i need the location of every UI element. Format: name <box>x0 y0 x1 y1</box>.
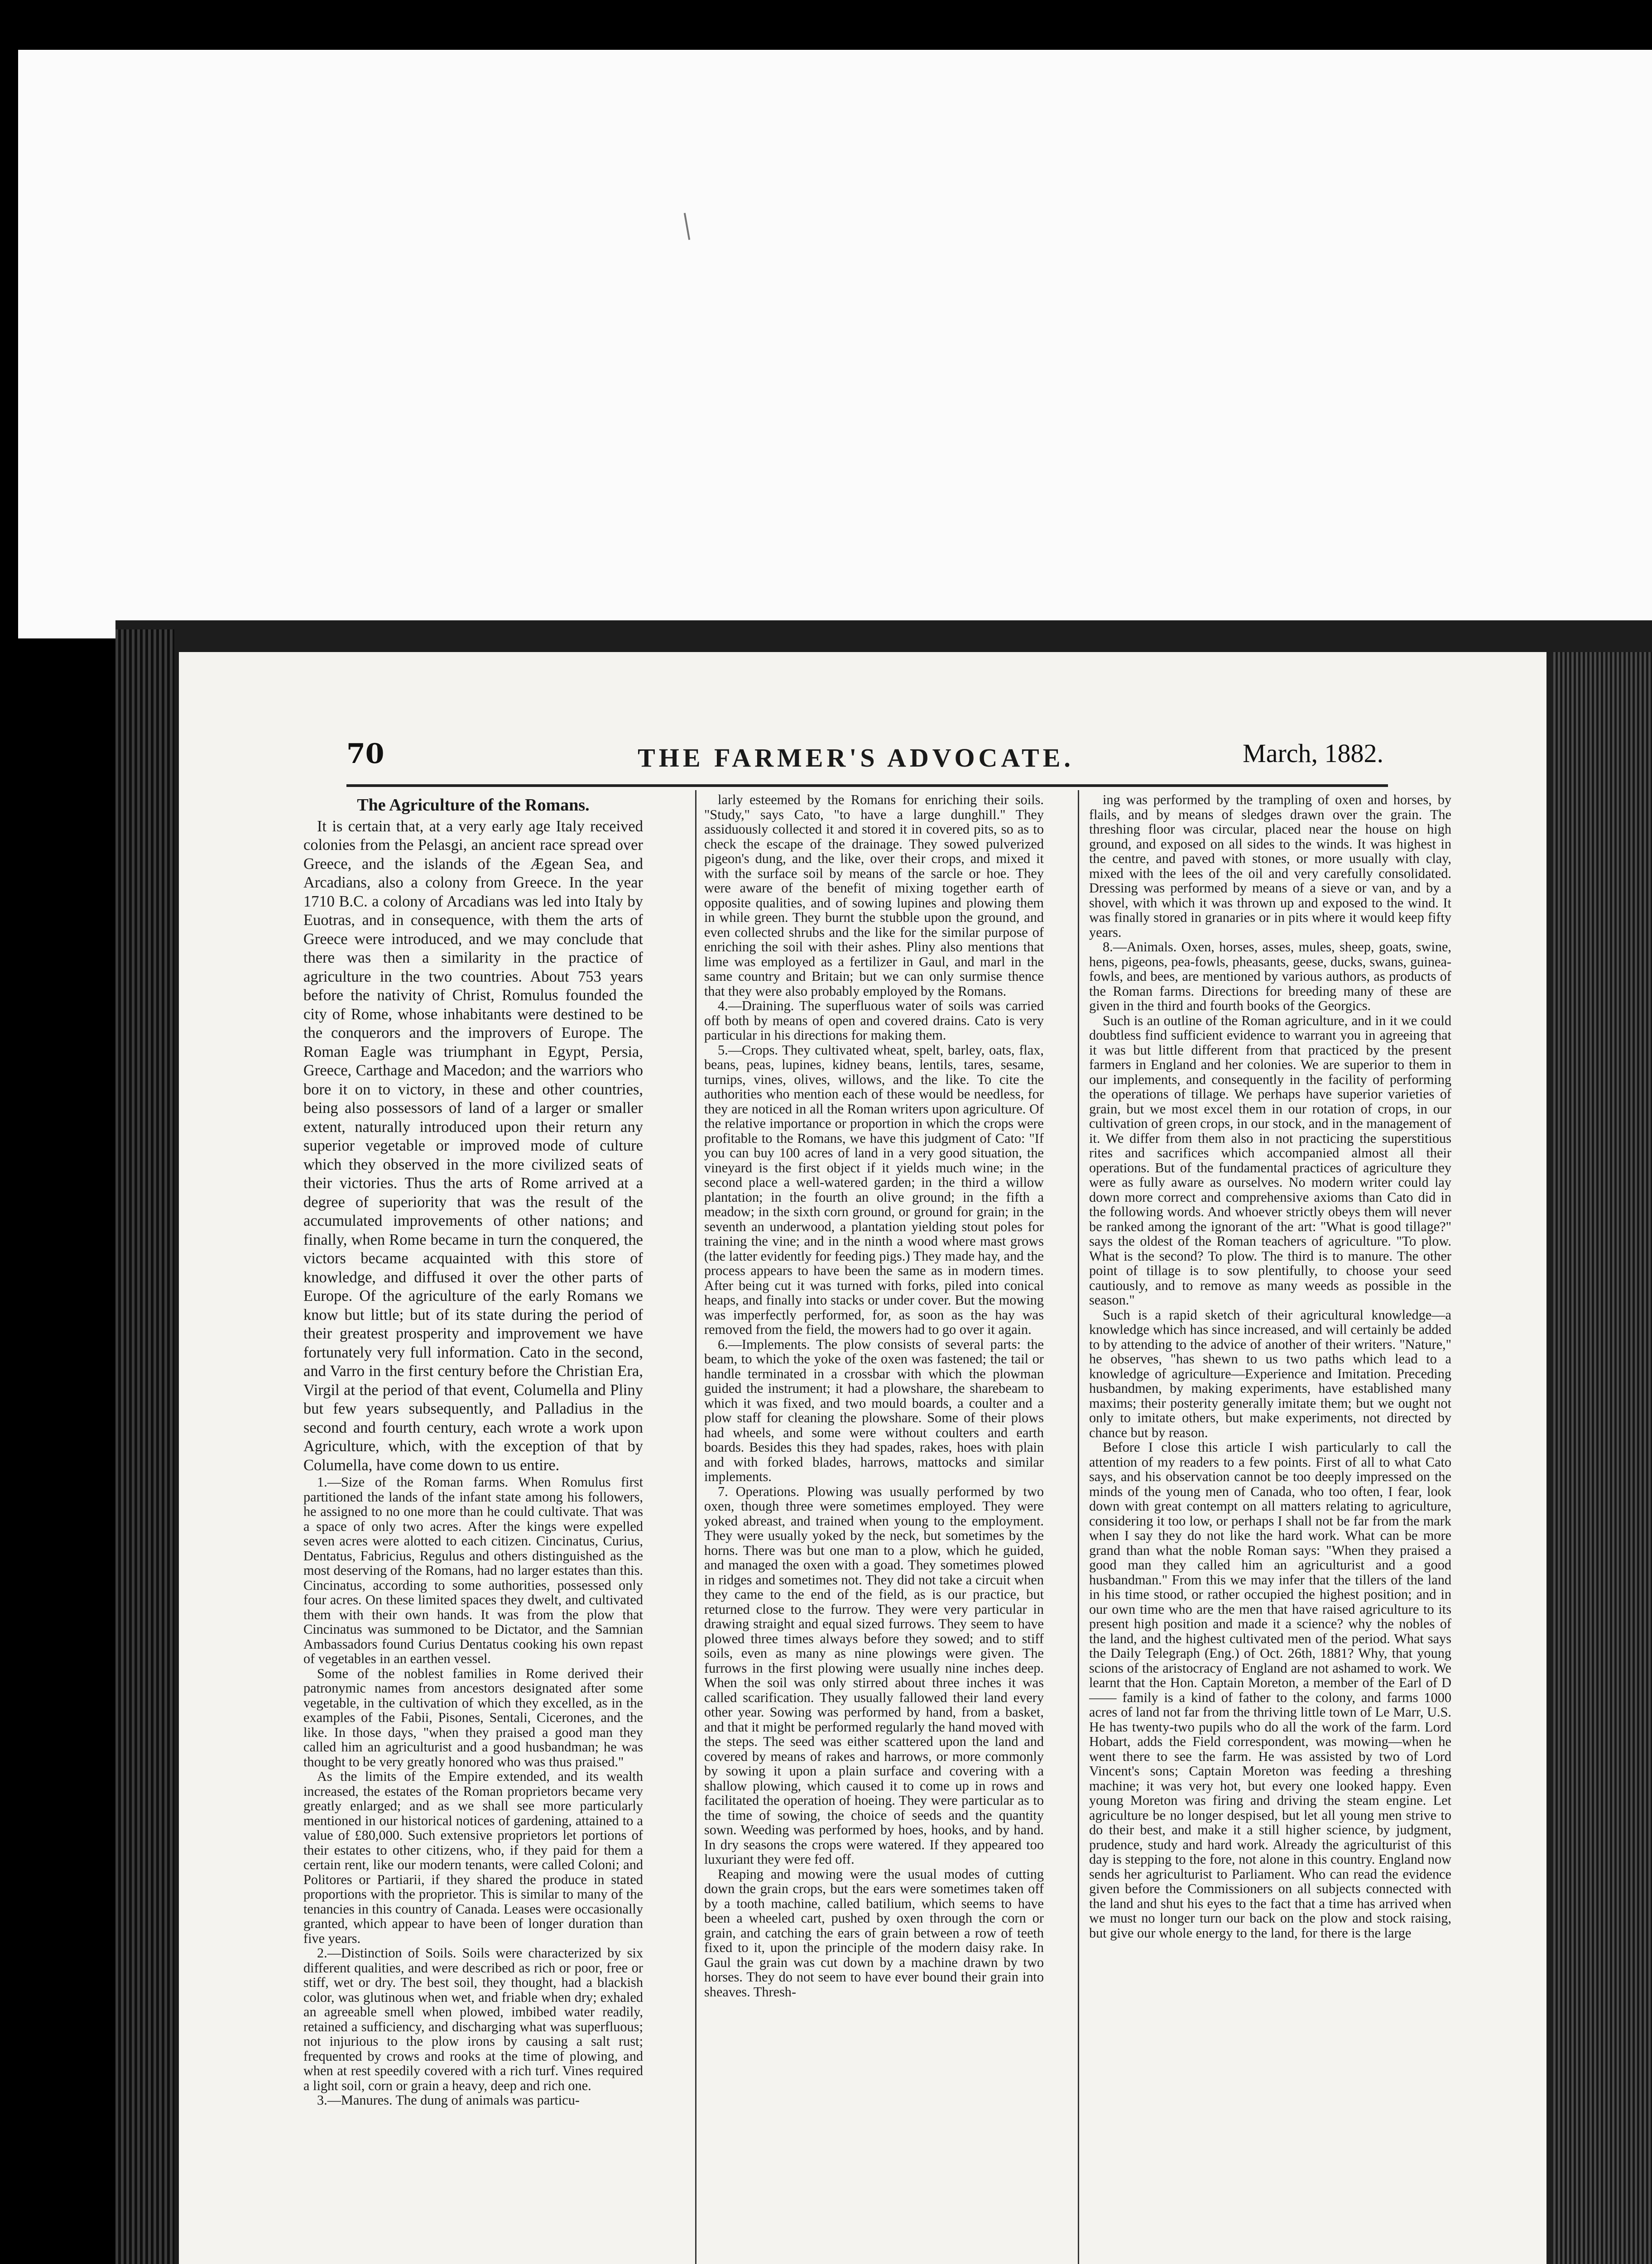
column-2 <box>704 792 1044 2264</box>
article-lead-paragraph: It is certain that, at a very early age Italy received colonies from the Pelasgi, an ancient race spread over Greece, and the islands of the Ægean Sea, and Arcadians, also a colony from Greece. In the year 1710 B.C. a colony of Arcadians was led into Italy by Euotras, and in consequence, with them the arts of Greece were introduced, and we may conclude that there was then a similarity in the practice of agriculture in the two countries. About 753 years before the nativity of Christ, Romulus founded the city of Rome, whose inhabitants were destined to be the conquerors and the improvers of Europe. The Roman Eagle was triumphant in Egypt, Persia, Greece, Carthage and Macedon; and the warriors who bore it on to victory, in these and other countries, being also possessors of land of a larger or smaller extent, naturally introduced upon their return any superior vegetable or improved mode of culture which they observed in the more civilized seats of their victories. Thus the arts of Rome arrived at a degree of superiority that was the result of the accumulated improvements of other nations; and finally, when Rome became in turn the conquered, the victors became acquainted with this store of knowledge, and diffused it over the other parts of Europe. Of the agriculture of the early Romans we know but little; but of its state during the period of their greatest prosperity and improvement we have fortunately very full information. Cato in the second, and Varro in the first century before the Christian Era, Virgil at the period of that event, Columella and Pliny but few years subsequently, and Palladius in the second and fourth century, each wrote a work upon Agriculture, which, with the exception of that by Columella, have come down to us entire. <box>303 817 643 1474</box>
column-3 <box>1089 792 1451 2264</box>
page-header <box>346 738 1383 779</box>
scan-background <box>18 50 1652 638</box>
paragraph: 8.—Animals. Oxen, horses, asses, mules, sheep, goats, swine, hens, pigeons, pea-fowls, pheasants, geese, ducks, swans, guinea-fowls, and bees, are mentioned by various authors, as products of the Roman farms. Directions for breeding many of these are given in the third and fourth books of the Georgics. <box>1089 939 1451 1013</box>
paragraph: 7. Operations. Plowing was usually performed by two oxen, though three were sometimes employed. They were yoked abreast, and trained when young to the employment. They were usually yoked by the neck, but sometimes by the horns. There was but one man to a plow, which he guided, and managed the oxen with a goad. They sometimes plowed in ridges and sometimes not. They did not take a circuit when they came to the end of the field, as is our practice, but returned close to the furrow. They were very particular in drawing straight and equal sized furrows. They seem to have plowed three times always before they sowed; and to stiff soils, even as many as nine plowings were given. The furrows in the first plowing were usually nine inches deep. When the soil was only stirred about three inches it was called scarification. They usually fallowed their land every other year. Sowing was performed by hand, from a basket, and that it might be performed regularly the hand moved with the steps. The seed was either scattered upon the land and covered by means of rakes and harrows, or more commonly by sowing it upon a plain surface and covering with a shallow plowing, which caused it to come up in rows and facilitated the operation of hoeing. They were particular as to the time of sowing, the choice of seeds and the quantity sown. Weeding was performed by hoes, hooks, and by hand. In dry seasons the crops were watered. If they appeared too luxuriant they were fed off. <box>704 1483 1044 1867</box>
paragraph: 1.—Size of the Roman farms. When Romulus first partitioned the lands of the infant state among his followers, he assigned to no one more than he could cultivate. That was a space of only two acres. After the kings were expelled seven acres were alotted to each citizen. Cincinatus, Curius, Dentatus, Fabricius, Regulus and others distinguished as the most deserving of the Romans, had no larger estates than this. Cincinatus, according to some authorities, possessed only four acres. On these limited spaces they dwelt, and cultivated them with their own hands. It was from the plow that Cincinatus was summoned to be Dictator, and the Samnian Ambassadors found Curius Dentatus cooking his own repast of vegetables in an earthen vessel. <box>303 1474 643 1666</box>
column-1 <box>303 792 643 2264</box>
book-right-edge <box>1553 652 1652 2264</box>
paragraph: As the limits of the Empire extended, and its wealth increased, the estates of the Roman proprietors became very greatly enlarged; and as we shall see more particularly mentioned in our historical notices of gardening, attained to a value of £80,000. Such extensive proprietors let portions of their estates to other citizens, who, if they paid for them a certain rent, like our modern tenants, were called Coloni; and Politores or Partiarii, if they shared the produce in stated proportions with the proprietor. This is similar to many of the tenancies in this country of Canada. Leases were occasionally granted, which appear to have been of longer duration than five years. <box>303 1769 643 1946</box>
paragraph: larly esteemed by the Romans for enriching their soils. "Study," says Cato, "to have a large dunghill." They assiduously collected it and stored it in covered pits, so as to check the escape of the drainage. They sowed pulverized pigeon's dung, and the like, over their crops, and mixed it with the surface soil by means of the sarcle or hoe. They were aware of the benefit of mixing together earth of opposite qualities, and of sowing lupines and plowing them in while green. They burnt the stubble upon the ground, and even collected shrubs and the like for the similar purpose of enriching the soil with their ashes. Pliny also mentions that lime was employed as a fertilizer in Gaul, and marl in the same country and Britain; but we can only surmise thence that they were also probably employed by the Romans. <box>704 792 1044 999</box>
column-divider <box>1078 790 1079 2264</box>
paragraph: Such is a rapid sketch of their agricultural knowledge—a knowledge which has since increased, and will certainly be added to by attending to the advice of another of their writers. "Nature," he observes, "has shewn to us two paths which lead to a knowledge of agriculture—Experience and Imitation. Preceding husbandmen, by making experiments, have established many maxims; their posterity generally imitate them; but we ought not only to imitate others, but make experiments, not directed by chance but by reason. <box>1089 1307 1451 1440</box>
paragraph: Reaping and mowing were the usual modes of cutting down the grain crops, but the ears were sometimes taken off by a tooth machine, called batilium, which seems to have been a wheeled cart, pushed by oxen through the corn or grain, and catching the ears of grain between a row of teeth fixed to it, upon the principle of the modern daisy rake. In Gaul the grain was cut down by a machine drawn by two horses. They do not seem to have ever bound their grain into sheaves. Thresh- <box>704 1866 1044 2000</box>
article-title: The Agriculture of the Romans. <box>357 796 590 815</box>
paragraph: 5.—Crops. They cultivated wheat, spelt, barley, oats, flax, beans, peas, lupines, kidney beans, lentils, tares, sesame, turnips, vines, olives, willows, and the like. To cite the authorities who mention each of these would be needless, for they are noticed in all the Roman writers upon agriculture. Of the relative importance or proportion in which the crops were profitable to the Romans, we have this judgment of Cato: "If you can buy 100 acres of land in a very good situation, the vineyard is the first object if it yields much wine; in the second place a well-watered garden; in the third a willow plantation; in the fourth an olive ground; in the fifth a meadow; in the sixth corn ground, or ground for grain; in the seventh an underwood, a plantation yielding stout poles for training the vine; and in the ninth a wood where mast grows (the latter evidently for feeding pigs.) They made hay, and the process appears to have been the same as in modern times. After being cut it was turned with forks, piled into conical heaps, and finally into stacks or under cover. But the mowing was imperfectly performed, for, as soon as the hay was removed from the field, the mowers had to go over it again. <box>704 1042 1044 1337</box>
paragraph: Such is an outline of the Roman agriculture, and in it we could doubtless find sufficient evidence to warrant you in agreeing that it was but little different from that practiced by the present farmers in England and her colonies. We are superior to them in our implements, and consequently in the facility of performing the operations of tillage. We perhaps have superior varieties of grain, but we most excel them in our rotation of crops, in our cultivation of green crops, in our stock, and in the management of it. We differ from them also in not practicing the superstitious rites and sacrifices which accompanied almost all their operations. But of the fundamental practices of agriculture they were as fully aware as ourselves. No modern writer could lay down more correct and comprehensive axioms than Cato did in the following words. And whoever strictly obeys them will never be ranked among the ignorant of the art: "What is good tillage?" says the oldest of the Roman teachers of agriculture. "To plow. What is the second? To plow. The third is to manure. The other point of tillage is to sow plentifully, to choose your seed cautiously, and to remove as many weeds as possible in the season." <box>1089 1012 1451 1308</box>
newspaper-page <box>179 652 1546 2264</box>
paragraph: Some of the noblest families in Rome derived their patronymic names from ancestors designated after some vegetable, in the cultivation of which they excelled, as in the examples of the Fabii, Pisones, Sentali, Cicerones, and the like. In those days, "when they praised a good man they called him an agriculturist and a good husbandman; he was thought to be very greatly honored who was thus praised." <box>303 1665 643 1770</box>
paragraph: Before I close this article I wish particularly to call the attention of my readers to a few points. First of all to what Cato says, and his observation cannot be too deeply impressed on the minds of the young men of Canada, who too often, I fear, look down with great contempt on all matters relating to agriculture, considering it too low, or perhaps I shall not be far from the mark when I say they do not like the hard work. What can be more grand than what the noble Roman says: "When they praised a good man they called him an agriculturist and a good husbandman." From this we may infer that the tillers of the land in his time stood, or rather occupied the highest position; and in our own time who are the men that have raised agriculture to its present high position and made it a science? why the nobles of the land, and the highest cultivated men of the period. What says the Daily Telegraph (Eng.) of Oct. 26th, 1881? Why, that young scions of the aristocracy of England are not ashamed to work. We learnt that the Hon. Captain Moreton, a member of the Earl of D—— family is a kind of father to the colony, and farms 1000 acres of land not far from the thriving little town of Le Marr, U.S. He has twenty-two pupils who do all the work of the farm. Lord Hobart, adds the Field correspondent, was mowing—when he went there to see the farm. He was assisted by two of Lord Vincent's sons; Captain Moreton was feeding a threshing machine; it was very hot, but every one looked happy. Even young Moreton was firing and driving the steam engine. Let agriculture be no longer despised, but let all young men strive to do their best, and make it a still higher science, by judgment, prudence, study and hard work. Already the agriculturist of this day is stepping to the fore, not alone in this country. England now sends her agriculturist to Parliament. Who can read the evidence given before the Commissioners on all subjects connected with the land and shut his eyes to the fact that a time has arrived when we must no longer turn our back on the plow and stock raising, but give our whole energy to the land, for there is the large <box>1089 1439 1451 1941</box>
issue-date: March, 1882. <box>1243 739 1383 768</box>
header-rule <box>346 784 1388 787</box>
masthead-title: THE FARMER'S ADVOCATE. <box>638 743 1074 772</box>
paragraph: 4.—Draining. The superfluous water of soils was carried off both by means of open and covered drains. Cato is very particular in his directions for making them. <box>704 998 1044 1043</box>
column-divider <box>695 790 696 2264</box>
paragraph: 2.—Distinction of Soils. Soils were characterized by six different qualities, and were described as rich or poor, free or stiff, wet or dry. The best soil, they thought, had a blackish color, was glutinous when wet, and friable when dry; exhaled an agreeable smell when plowed, imbibed water readily, retained a sufficiency, and discharging what was superfluous; not injurious to the plow irons by causing a salt rust; frequented by crows and rooks at the time of plowing, and when at rest speedily covered with a rich turf. Vines required a light soil, corn or grain a heavy, deep and rich one. <box>303 1945 643 2093</box>
paragraph: 6.—Implements. The plow consists of several parts: the beam, to which the yoke of the oxen was fastened; the tail or handle terminated in a crossbar with which the plowman guided the instrument; it had a plowshare, the sharebeam to which it was fixed, and two mould boards, a coulter and a plow staff for cleaning the plowshare. Some of their plows had wheels, and some were without coulters and earth boards. Besides this they had spades, rakes, hoes with plain and with forked blades, harrows, mattocks and similar implements. <box>704 1336 1044 1484</box>
paragraph: 3.—Manures. The dung of animals was particu- <box>317 2092 580 2108</box>
paragraph: ing was performed by the trampling of oxen and horses, by flails, and by means of sledges drawn over the grain. The threshing floor was circular, placed near the house on high ground, and exposed on all sides to the winds. It was highest in the centre, and paved with stones, or more usually with clay, mixed with the lees of the oil and very carefully consolidated. Dressing was performed by means of a sieve or van, and by a shovel, with which it was thrown up and exposed to the wind. It was finally stored in granaries or in pits where it would keep fifty years. <box>1089 792 1451 940</box>
book-left-edge <box>115 629 174 2264</box>
page-number: 70 <box>346 738 384 770</box>
